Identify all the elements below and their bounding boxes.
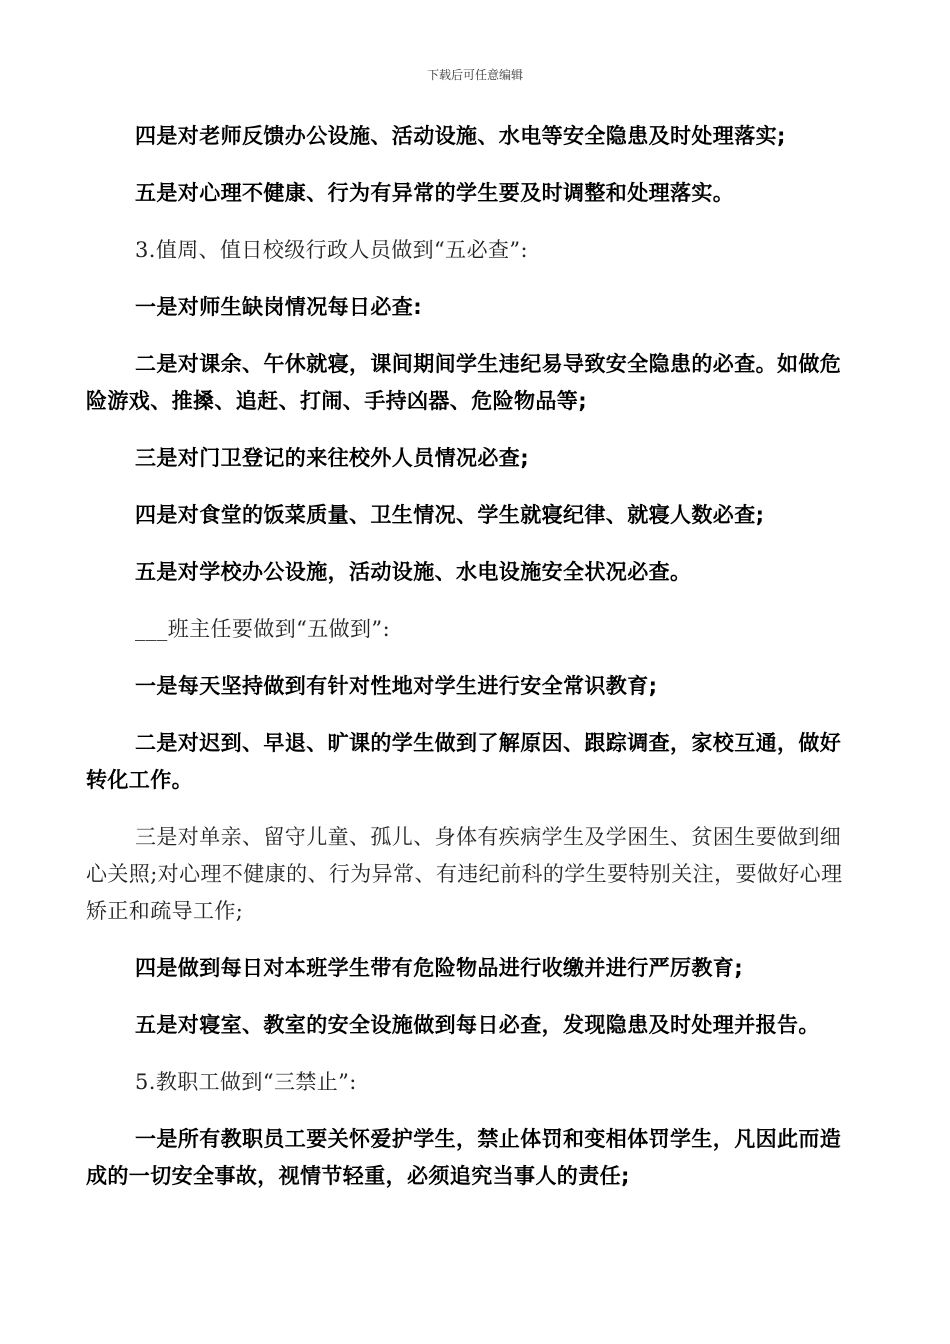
paragraph: 五是对心理不健康、行为有异常的学生要及时调整和处理落实。 bbox=[135, 181, 735, 205]
page-header-note: 下载后可任意编辑 bbox=[426, 68, 523, 82]
document-body bbox=[86, 118, 856, 1215]
paragraph: ___班主任要做到“五做到”: bbox=[135, 617, 391, 641]
paragraph: 五是对寝室、教室的安全设施做到每日必查，发现隐患及时处理并报告。 bbox=[135, 1013, 820, 1037]
paragraph: 一是每天坚持做到有针对性地对学生进行安全常识教育; bbox=[135, 674, 658, 698]
paragraph: 三是对门卫登记的来往校外人员情况必查; bbox=[135, 446, 529, 470]
paragraph: 一是所有教职员工要关怀爱护学生，禁止体罚和变相体罚学生，凡因此而造成的一切安全事故，视情节轻重，必须追究当事人的责任; bbox=[86, 1127, 842, 1188]
paragraph: 3.值周、值日校级行政人员做到“五必查”: bbox=[135, 238, 528, 262]
paragraph: 四是做到每日对本班学生带有危险物品进行收缴并进行严厉教育; bbox=[135, 956, 743, 980]
paragraph: 二是对课余、午休就寝，课间期间学生违纪易导致安全隐患的必查。如做危险游戏、推搡、追赶、打闹、手持凶器、危险物品等; bbox=[86, 352, 842, 413]
paragraph: 五是对学校办公设施，活动设施、水电设施安全状况必查。 bbox=[135, 560, 692, 584]
paragraph: 二是对迟到、早退、旷课的学生做到了解原因、跟踪调查，家校互通，做好转化工作。 bbox=[86, 731, 842, 792]
paragraph: 三是对单亲、留守儿童、孤儿、身体有疾病学生及学困生、贫困生要做到细心关照;对心理不健康的、行为异常、有违纪前科的学生要特别关注，要做好心理矫正和疏导工作; bbox=[86, 825, 843, 923]
paragraph: 5.教职工做到“三禁止”: bbox=[135, 1070, 357, 1094]
paragraph: 四是对老师反馈办公设施、活动设施、水电等安全隐患及时处理落实; bbox=[135, 124, 786, 148]
paragraph: 一是对师生缺岗情况每日必查: bbox=[135, 295, 422, 319]
paragraph: 四是对食堂的饭菜质量、卫生情况、学生就寝纪律、就寝人数必查; bbox=[135, 503, 765, 527]
